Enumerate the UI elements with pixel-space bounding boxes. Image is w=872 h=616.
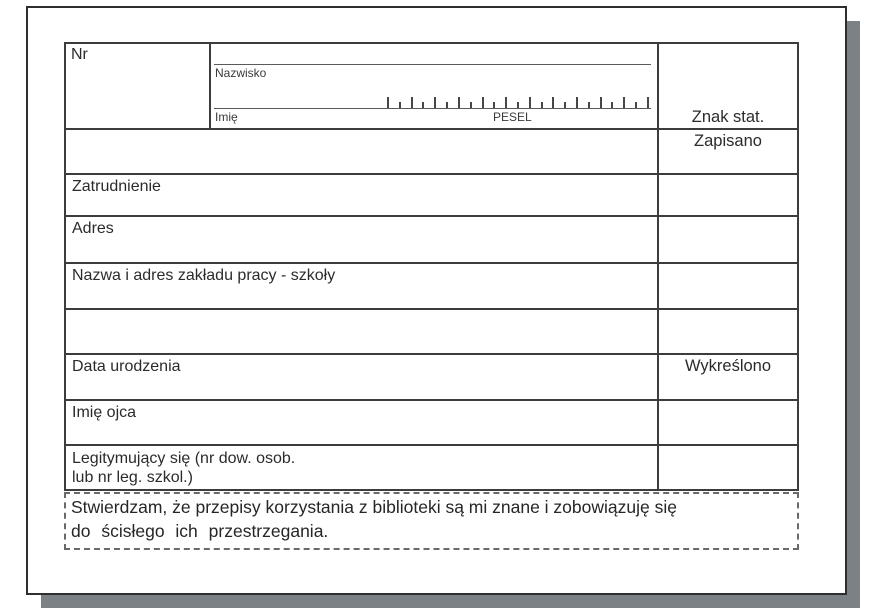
row-birthdate xyxy=(66,353,797,399)
pesel-tick xyxy=(529,97,531,108)
card-number-cell xyxy=(66,44,211,128)
firstname-writein-line xyxy=(214,108,651,109)
declaration-line1: Stwierdzam, że przepisy korzystania z biblioteki są mi znane i zobowiązuję się xyxy=(71,497,677,517)
registration-form-table xyxy=(64,42,799,491)
zapisano-label: Zapisano xyxy=(694,132,762,150)
fathers-name-label: Imię ojca xyxy=(66,401,659,444)
id-document-label-line1: Legitymujący się (nr dow. osob. xyxy=(72,450,296,467)
row-fathers-name xyxy=(66,399,797,444)
employment-mark-cell xyxy=(659,175,797,215)
surname-writein-line xyxy=(214,64,651,65)
pesel-comb xyxy=(387,97,649,108)
firstname-label: Imię xyxy=(215,110,238,124)
pesel-tick xyxy=(623,97,625,108)
wykreslono-label: Wykreślono xyxy=(684,357,772,375)
pesel-label: PESEL xyxy=(493,110,532,124)
id-document-label-line2: lub nr leg. szkol.) xyxy=(72,469,193,486)
pesel-tick xyxy=(482,97,484,108)
id-document-mark-cell xyxy=(659,446,797,489)
row-zapisano xyxy=(66,128,797,173)
name-pesel-cell xyxy=(211,44,659,128)
pesel-tick xyxy=(647,97,649,108)
address-mark-cell xyxy=(659,217,797,262)
declaration-box xyxy=(64,492,799,550)
fathers-name-mark-cell xyxy=(659,401,797,444)
declaration-line2: do ścisłego ich przestrzegania. xyxy=(71,521,329,541)
pesel-tick xyxy=(387,97,389,108)
row-workplace xyxy=(66,262,797,308)
workplace-mark-cell xyxy=(659,264,797,308)
statistical-mark-label: Znak stat. xyxy=(691,108,765,126)
empty-mark-cell xyxy=(659,310,797,353)
pesel-tick xyxy=(411,97,413,108)
row-employment xyxy=(66,173,797,215)
birthdate-label: Data urodzenia xyxy=(66,355,659,399)
pesel-tick xyxy=(458,97,460,108)
id-document-label xyxy=(66,446,659,489)
pesel-tick xyxy=(434,97,436,108)
pesel-tick xyxy=(576,97,578,108)
address-label: Adres xyxy=(66,217,659,262)
empty-field xyxy=(66,310,659,353)
header-row xyxy=(66,44,797,128)
row-zapisano-field xyxy=(66,130,659,173)
employment-label: Zatrudnienie xyxy=(66,175,659,215)
workplace-label: Nazwa i adres zakładu pracy - szkoły xyxy=(66,264,659,308)
surname-label: Nazwisko xyxy=(215,66,267,80)
pesel-tick xyxy=(552,97,554,108)
library-registration-card xyxy=(26,6,847,595)
card-number-label: Nr xyxy=(71,46,88,63)
statistical-mark-cell xyxy=(659,44,797,128)
row-address xyxy=(66,215,797,262)
pesel-tick xyxy=(505,97,507,108)
row-empty xyxy=(66,308,797,353)
pesel-tick xyxy=(600,97,602,108)
row-id-document xyxy=(66,444,797,489)
